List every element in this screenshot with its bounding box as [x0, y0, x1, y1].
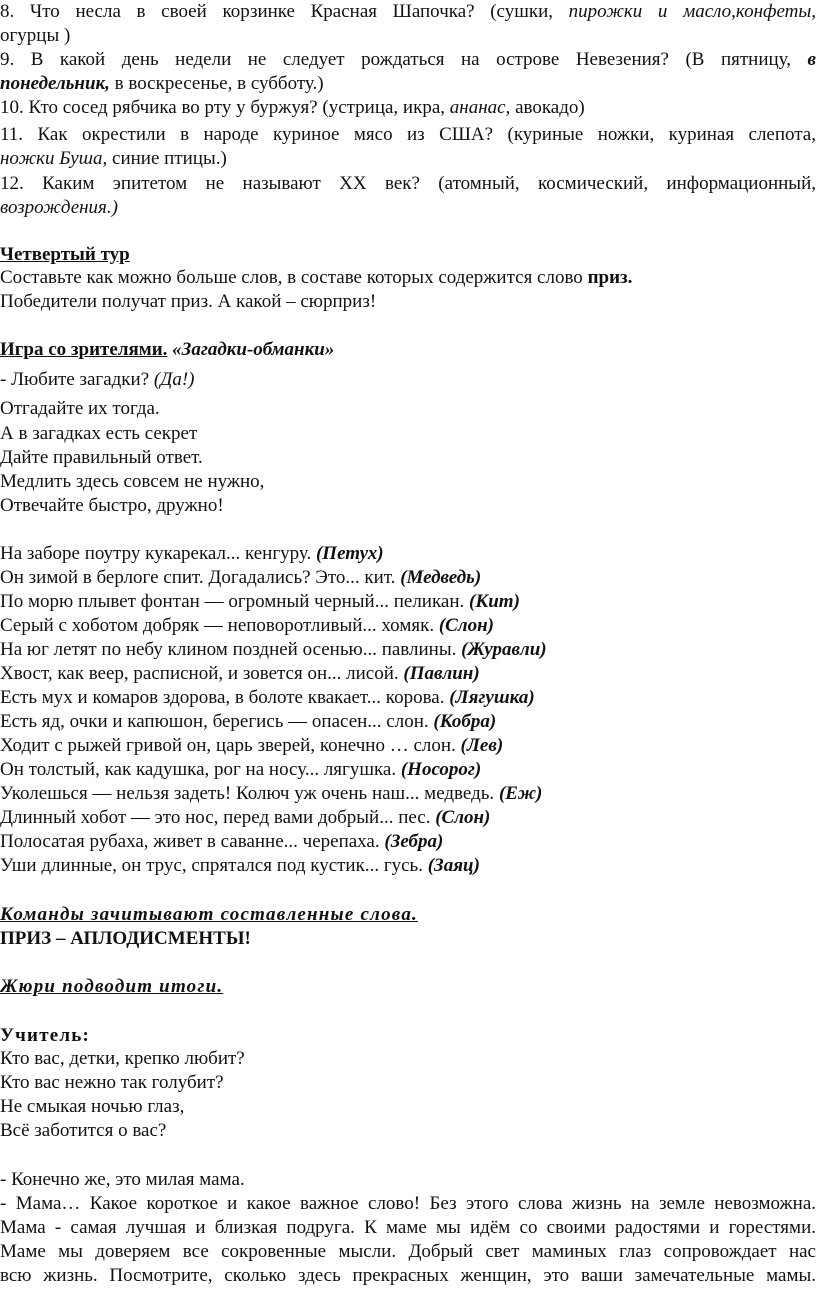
closing-line: - Конечно же, это милая мама.	[0, 1169, 245, 1190]
riddle-answer: (Носорог)	[400, 759, 482, 780]
question-text: 8. Что несла в своей корзинке Красная Шапочка? (сушки,	[0, 1, 569, 22]
question-answer-italic: в	[807, 49, 816, 70]
question-9-line-1	[0, 48, 816, 72]
riddle-answer: (Зебра)	[384, 831, 444, 852]
round-4-task-text: Составьте как можно больше слов, в составе которых содержится слово	[0, 267, 588, 288]
riddle-line	[0, 686, 816, 710]
audience-game-subtitle: «Загадки-обманки»	[172, 339, 335, 360]
riddle-line	[0, 710, 816, 734]
round-4-keyword: приз.	[587, 267, 633, 288]
question-answer-italic: ножки Буша,	[0, 148, 108, 169]
teams-read-heading: Команды зачитывают составленные слова.	[0, 904, 418, 925]
riddle-text: Ходит с рыжей гривой он, царь зверей, конечно … слон.	[0, 735, 461, 756]
riddle-line	[0, 830, 816, 854]
riddle-line	[0, 590, 816, 614]
question-text: авокадо)	[510, 97, 585, 118]
teacher-verse-line: Кто вас нежно так голубит?	[0, 1072, 224, 1093]
riddle-text: На юг летят по небу клином поздней осенью... павлины.	[0, 639, 462, 660]
question-8-line-1	[0, 0, 816, 24]
riddle-text: Есть яд, очки и капюшон, берегись — опасен... слон.	[0, 711, 434, 732]
riddles-intro-answer: (Да!)	[153, 369, 195, 390]
riddle-text: Он толстый, как кадушка, рог на носу... лягушка.	[0, 759, 401, 780]
question-text: 9. В какой день недели не следует рождаться на острове Невезения? (В пятницу,	[0, 49, 792, 70]
closing-paragraph-line: всю жизнь. Посмотрите, сколько здесь прекрасных женщин, это ваши замечательные мамы.	[0, 1265, 816, 1286]
closing-paragraph-line: Мама - самая лучшая и близкая подруга. К маме мы идём со своими радостями и горестями.	[0, 1217, 816, 1238]
riddle-text: Есть мух и комаров здорова, в болоте квакает... корова.	[0, 687, 450, 708]
riddle-line	[0, 566, 816, 590]
riddle-answer: (Медведь)	[400, 567, 482, 588]
riddle-line	[0, 782, 816, 806]
teacher-label: Учитель:	[0, 1025, 91, 1046]
round-4-heading: Четвертый тур	[0, 244, 130, 265]
audience-game-title: Игра со зрителями.	[0, 339, 168, 360]
riddles-verse-line: А в загадках есть секрет	[0, 423, 198, 444]
riddle-text: По морю плывет фонтан — огромный черный... пеликан.	[0, 591, 470, 612]
question-answer-italic: пирожки и масло,конфеты,	[568, 1, 816, 22]
teacher-verse-line: Всё заботится о вас?	[0, 1120, 167, 1141]
round-4-prize-note: Победители получат приз. А какой – сюрприз!	[0, 291, 377, 312]
riddle-line	[0, 542, 816, 566]
riddle-answer: (Журавли)	[461, 639, 547, 660]
riddles-verse-line: Отгадайте их тогда.	[0, 398, 160, 419]
riddles-intro-question: - Любите загадки?	[0, 369, 154, 390]
riddles-verse-line: Отвечайте быстро, дружно!	[0, 495, 224, 516]
riddle-text: Длинный хобот — это нос, перед вами добрый... пес.	[0, 807, 436, 828]
question-answer-italic: ананас,	[449, 97, 511, 118]
riddle-answer: (Кит)	[469, 591, 520, 612]
riddle-text: На заборе поутру кукарекал... кенгуру.	[0, 543, 316, 564]
riddle-line	[0, 758, 816, 782]
round-4-task	[0, 266, 816, 290]
teacher-verse-line: Не смыкая ночью глаз,	[0, 1096, 185, 1117]
riddle-text: Хвост, как веер, расписной, и зовется он... лисой.	[0, 663, 404, 684]
question-text: в воскресенье, в субботу.)	[109, 73, 324, 94]
riddle-line	[0, 806, 816, 830]
question-text: синие птицы.)	[107, 148, 227, 169]
riddle-answer: (Слон)	[438, 615, 494, 636]
question-12-line-1: 12. Каким эпитетом не называют XX век? (атомный, космический, информационный,	[0, 173, 816, 194]
riddle-line	[0, 662, 816, 686]
riddle-answer: (Кобра)	[433, 711, 497, 732]
question-11-line-2	[0, 147, 816, 171]
question-12-line-2: возрождения.)	[0, 197, 118, 218]
jury-heading: Жюри подводит итоги.	[0, 976, 224, 997]
riddle-text: Полосатая рубаха, живет в саванне... черепаха.	[0, 831, 385, 852]
audience-game-heading	[0, 338, 816, 362]
question-text: 10. Кто сосед рябчика во рту у буржуя? (устрица, икра,	[0, 97, 450, 118]
riddle-answer: (Лев)	[460, 735, 504, 756]
closing-paragraph-line: Маме мы доверяем все сокровенные мысли. Добрый свет маминых глаз сопровождает нас	[0, 1241, 816, 1262]
riddle-answer: (Заяц)	[427, 855, 480, 876]
riddle-answer: (Слон)	[435, 807, 491, 828]
riddle-answer: (Павлин)	[403, 663, 480, 684]
riddles-intro	[0, 368, 816, 392]
riddle-text: Серый с хоботом добряк — неповоротливый... хомяк.	[0, 615, 439, 636]
riddle-line	[0, 614, 816, 638]
riddle-line	[0, 854, 816, 878]
question-11-line-1: 11. Как окрестили в народе куриное мясо из США? (куриные ножки, куриная слепота,	[0, 124, 816, 145]
riddle-text: Уколешься — нельзя задеть! Колюч уж очень наш... медведь.	[0, 783, 499, 804]
riddle-text: Он зимой в берлоге спит. Догадались? Это... кит.	[0, 567, 401, 588]
question-10	[0, 96, 816, 120]
question-8-line-2: огурцы )	[0, 25, 71, 46]
riddle-answer: (Петух)	[315, 543, 384, 564]
question-answer-italic: понедельник,	[0, 73, 110, 94]
riddle-answer: (Лягушка)	[449, 687, 535, 708]
riddles-verse-line: Медлить здесь совсем не нужно,	[0, 471, 265, 492]
closing-paragraph-line: - Мама… Какое короткое и какое важное слово! Без этого слова жизнь на земле невозможна.	[0, 1193, 816, 1214]
riddle-text: Уши длинные, он трус, спрятался под кустик... гусь.	[0, 855, 428, 876]
riddle-line	[0, 638, 816, 662]
riddle-line	[0, 734, 816, 758]
riddle-answer: (Еж)	[498, 783, 543, 804]
teacher-verse-line: Кто вас, детки, крепко любит?	[0, 1048, 245, 1069]
prize-line: ПРИЗ – АПЛОДИСМЕНТЫ!	[0, 928, 251, 949]
riddles-verse-line: Дайте правильный ответ.	[0, 447, 203, 468]
question-9-line-2	[0, 72, 816, 96]
